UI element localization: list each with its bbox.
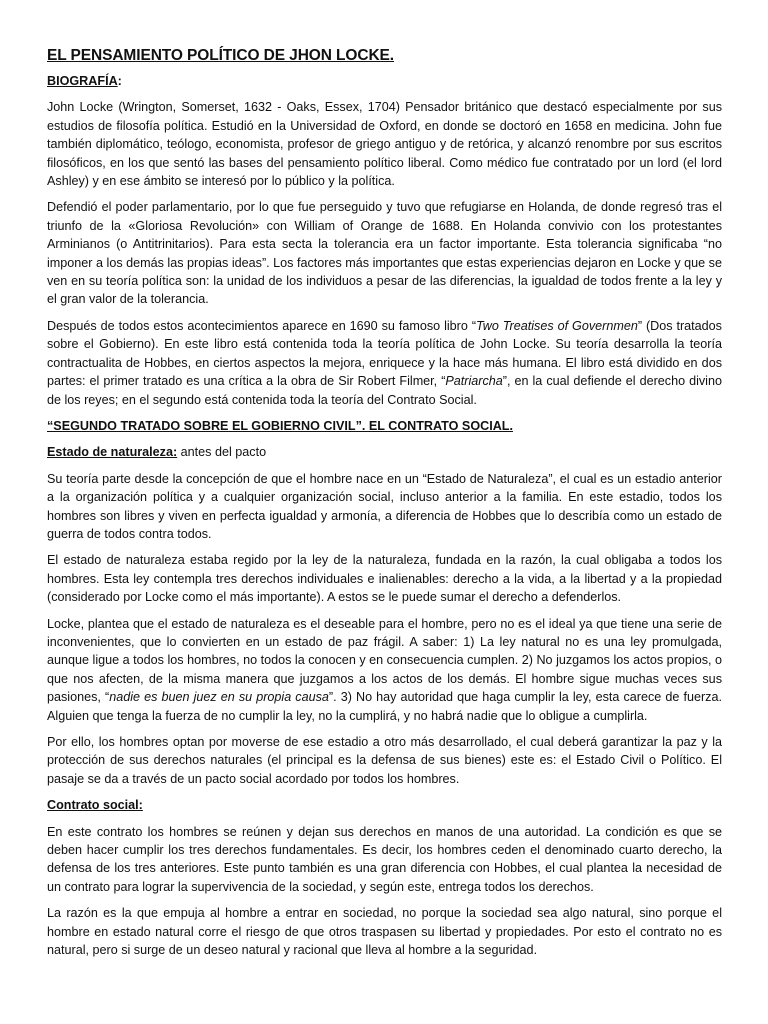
paragraph-estado-naturaleza-2: El estado de naturaleza estaba regido por la ley de la naturaleza, fundada en la razón, la cual obligaba a todos los hombres. Esta ley contempla tres derechos individuales e inalienables: derecho a la vida, a la libertad y a la propiedad (considerado por Locke como el más importante). A estos se le puede sumar el derecho a defenderlos. xyxy=(47,553,722,605)
section-heading-biografia xyxy=(47,72,722,90)
paragraph-contrato-social-2: La razón es la que empuja al hombre a entrar en sociedad, no porque la sociedad sea algo natural, sino porque el hombre en estado natural corre el riesgo de que otros traspasen su libertad y propiedades. Por esto el contrato no es natural, pero si surge de un deseo natural y racional que lleva al hombre a la seguridad. xyxy=(47,906,722,958)
paragraph-estado-naturaleza-3 xyxy=(47,615,722,725)
book-title: Two Treatises of Governmen xyxy=(476,318,638,333)
paragraph-biografia-1: John Locke (Wrington, Somerset, 1632 - Oaks, Essex, 1704) Pensador británico que destacó especialmente por sus estudios de filosofía política. Estudió en la Universidad de Oxford, en donde se doctoró en 1658 en medicina. John fue también diplomático, teólogo, economista, profesor de griego antiguo y de retórica, y alcanzó renombre por sus escritos filosóficos, en los que sentó las bases del pensamiento político liberal. Como médico fue contratado por un lord (el lord Ashley) y en ese ámbito se interesó por lo público y la política. xyxy=(47,100,722,189)
section-heading-segundo-tratado: “SEGUNDO TRATADO SOBRE EL GOBIERNO CIVIL”. EL CONTRATO SOCIAL. xyxy=(47,418,513,433)
patriarcha-title: Patriarcha xyxy=(445,374,503,389)
paragraph-biografia-2: Defendió el poder parlamentario, por lo que fue perseguido y tuvo que refugiarse en Holanda, de donde regresó tras el triunfo de la «Gloriosa Revolución» con William of Orange de 1688. En Holanda convivio con los protestantes Arminianos (o Antitrinitarios). Para esta secta la tolerancia era un factor importante. Esta tolerancia significaba “no imponer a los demás las propias ideas”. Los factores más importantes que estas experiencias dejaron en Locke y que se ven en su teoría política son: la unidad de los individuos a pesar de las diferencias, la igualdad de todos frente a la ley y el gran valor de la tolerancia. xyxy=(47,200,722,307)
section-heading-contrato-social: Contrato social: xyxy=(47,798,143,813)
estado-naturaleza-heading-text: Estado de naturaleza: xyxy=(47,445,178,460)
paragraph-text: Después de todos estos acontecimientos aparece en 1690 su famoso libro “ xyxy=(47,318,477,333)
paragraph-text: ”. 3) No hay autoridad que haga cumplir la ley, esta carece de fuerza. Alguien que tenga la fuerza de no cumplir la ley, no la cumplirá, y no habrá nadie que lo obligue a cumplirla. xyxy=(47,690,722,723)
paragraph-biografia-3 xyxy=(47,317,722,409)
section-heading-estado-naturaleza xyxy=(47,443,722,461)
estado-naturaleza-heading-rest: antes del pacto xyxy=(177,445,267,460)
biografia-heading-colon: : xyxy=(117,74,122,88)
paragraph-text: ”, en la cual defiende el derecho divino de los reyes; en el segundo está contenida toda la teoría del Contrato Social. xyxy=(47,374,722,407)
biografia-heading-text: BIOGRAFÍA xyxy=(47,74,118,88)
paragraph-text: Locke, plantea que el estado de naturaleza es el deseable para el hombre, pero no es el ideal ya que tiene una serie de inconvenientes, que lo convierten en un estado de paz frágil. A saber: 1) La ley natural no es una ley promulgada, aunque ligue a todos los hombres, no todos la conocen y en consecuencia cumplen. 2) No juzgamos los actos propios, o que nos afecten, de la misma manera que juzgamos a los actos de los demás. El hombre sigue muchas veces sus pasiones, “ xyxy=(47,616,722,705)
quote-text: nadie es buen juez en su propia causa xyxy=(109,690,329,705)
paragraph-estado-naturaleza-1: Su teoría parte desde la concepción de que el hombre nace en un “Estado de Naturaleza”, el cual es un estadio anterior a la organización política y a cualquier organización social, incluso anterior a la familia. En este estadio, todos los hombres son libres y viven en perfecta igualdad y armonía, a diferencia de Hobbes que lo describía como un estado de guerra de todos contra todos. xyxy=(47,471,722,541)
paragraph-contrato-social-1: En este contrato los hombres se reúnen y dejan sus derechos en manos de una autoridad. La condición es que se deben hacer cumplir los tres derechos fundamentales. Es decir, los hombres ceden el denominado cuarto derecho, la defensa de los tres anteriores. Este punto también es una gran diferencia con Hobbes, el cual plantea la necesidad de un contrato para lograr la supervivencia de la sociedad, y según este, entrega todos los derechos. xyxy=(47,824,722,894)
document-title: EL PENSAMIENTO POLÍTICO DE JHON LOCKE. xyxy=(47,47,395,64)
paragraph-text: ” (Dos tratados sobre el Gobierno). En este libro está contenida toda la teoría política de John Locke. Su teoría desarrolla la teoría contractualita de Hobbes, en ciertos aspectos la mejora, enriquece y la hace más humana. El libro está dividido en dos partes: el primer tratado es una crítica a la obra de Sir Robert Filmer, “ xyxy=(47,318,722,389)
paragraph-estado-naturaleza-4: Por ello, los hombres optan por moverse de ese estadio a otro más desarrollado, el cual deberá garantizar la paz y la protección de sus derechos naturales (el principal es la defensa de sus bienes) este es: el Estado Civil o Político. El pasaje se da a través de un pacto social acordado por todos los hombres. xyxy=(47,735,722,786)
